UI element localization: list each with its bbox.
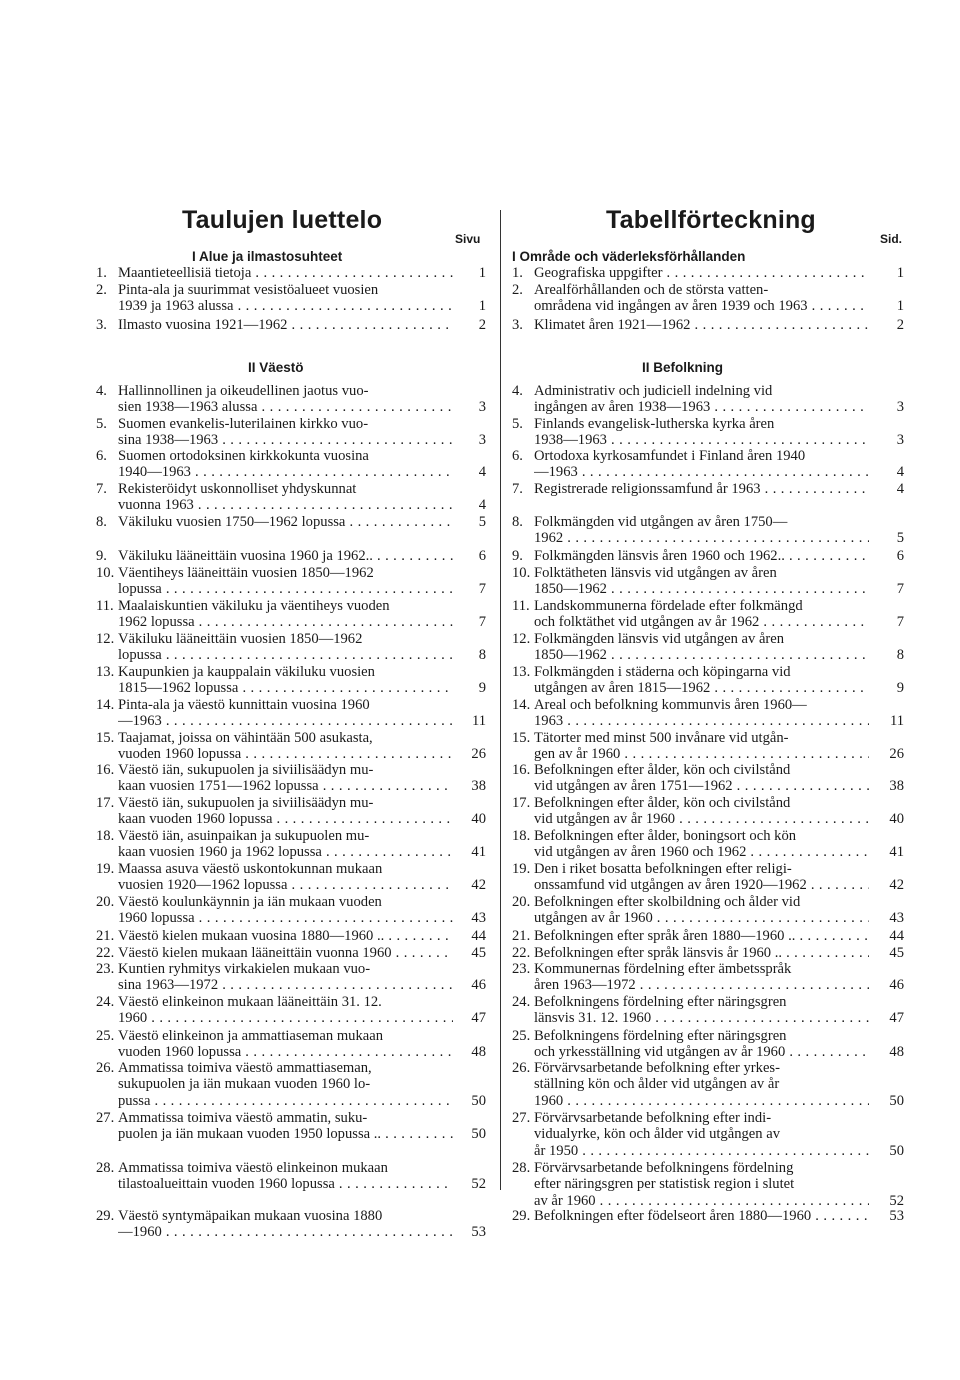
entry-page-number: 45 (471, 945, 486, 961)
entry-title-line: puolen ja iän mukaan vuoden 1950 lopussa .. . . . (118, 1126, 453, 1142)
entry-page-number: 2 (478, 317, 486, 333)
entry-number: 7. (96, 481, 107, 497)
entry-page-number: 1 (478, 265, 486, 281)
entry-page-number: 45 (889, 945, 904, 961)
entry-title-line: —1963 . . . (534, 464, 869, 480)
entry-title-line: vuoden 1960 lopussa . . . (118, 746, 453, 762)
entry-title-line: Väestö elinkeinon ja ammattiaseman mukaan (118, 1028, 384, 1044)
entry-title-line: sien 1938—1963 alussa . . . (118, 399, 453, 415)
entry-number: 29. (512, 1208, 531, 1224)
entry-page-number: 3 (478, 399, 486, 416)
entry-title-line: Väestö iän, asuinpaikan ja sukupuolen mu- (118, 828, 370, 844)
entry-title-line: av år 1960 . . . (534, 1193, 869, 1209)
entry-page-number: 3 (478, 432, 486, 449)
entry-page-number: 53 (471, 1224, 486, 1241)
toc-entry (512, 762, 904, 795)
toc-entry (512, 1028, 904, 1061)
entry-title-line: Befolkningens fördelning efter näringsgren (534, 994, 787, 1010)
toc-entry (512, 828, 904, 861)
entry-title-line: Befolkningen efter språk länsvis år 1960 .. . . . (534, 945, 869, 961)
entry-title-line: Pinta-ala ja väestö kunnittain vuosina 1960 (118, 697, 370, 713)
entry-page-number: 5 (478, 514, 486, 530)
entry-page-number: 8 (478, 647, 486, 664)
entry-number: 25. (512, 1028, 531, 1044)
entry-number: 20. (512, 894, 531, 910)
entry-page-number: 40 (889, 811, 904, 828)
entry-title-line: 1963 . . . (534, 713, 869, 729)
entry-page-number: 41 (471, 844, 486, 861)
entry-number: 21. (512, 928, 531, 944)
entry-title-line: Landskommunerna fördelade efter folkmängd (534, 598, 803, 614)
entry-title-line: Befolkningen efter födelseort åren 1880—1960 . . . (534, 1208, 869, 1224)
entry-title-line: vuosien 1920—1962 lopussa . . . (118, 877, 453, 893)
entry-title-line: 1850—1962 . . . (534, 581, 869, 597)
entry-page-number: 44 (889, 928, 904, 944)
entry-title-line: ingången av åren 1938—1963 . . . (534, 399, 869, 415)
entry-title-line: Ortodoxa kyrkosamfundet i Finland åren 1940 (534, 448, 806, 464)
entry-number: 12. (96, 631, 115, 647)
entry-number: 15. (512, 730, 531, 746)
toc-entry (96, 1208, 486, 1241)
entry-number: 2. (96, 282, 107, 298)
entry-title-line: Geografiska uppgifter . . . (534, 265, 869, 281)
toc-entry (512, 416, 904, 449)
entry-number: 4. (96, 383, 107, 399)
toc-entry (512, 383, 904, 416)
entry-title-line: vuoden 1960 lopussa . . . (118, 1044, 453, 1060)
entry-title-line: Folkmängden i städerna och köpingarna vid (534, 664, 791, 680)
toc-entry (512, 282, 904, 315)
entry-title-line: Maassa asuva väestö uskontokunnan mukaan (118, 861, 383, 877)
entry-title-line: Befolkningen efter ålder, boningsort och kön (534, 828, 797, 844)
entry-number: 11. (96, 598, 114, 614)
toc-title: Taulujen luettelo (182, 206, 383, 234)
entry-page-number: 50 (889, 1142, 904, 1159)
entry-page-number: 3 (896, 432, 904, 449)
entry-number: 19. (96, 861, 115, 877)
entry-title-line: Väkiluku lääneittäin vuosina 1960 ja 1962.. . . . (118, 548, 453, 564)
entry-title-line: Hallinnollinen ja oikeudellinen jaotus vuo- (118, 383, 369, 399)
entry-number: 19. (512, 861, 531, 877)
entry-page-number: 52 (471, 1176, 486, 1193)
toc-entry (96, 795, 486, 828)
entry-title-line: Väestö kielen mukaan lääneittäin vuonna 1960 . . . (118, 945, 453, 961)
toc-entry (96, 928, 486, 944)
entry-title-line: vid utgången av åren 1960 och 1962 . . . (534, 844, 869, 860)
entry-title-line: efter näringsgren per statistisk region i slutet (534, 1176, 795, 1193)
entry-title-line: vid utgången av åren 1751—1962 . . . (534, 778, 869, 794)
entry-page-number: 42 (889, 877, 904, 894)
entry-number: 25. (96, 1028, 115, 1044)
toc-entry (96, 664, 486, 697)
toc-entry (96, 548, 486, 564)
entry-title-line: Ilmasto vuosina 1921—1962 . . . (118, 317, 453, 333)
toc-entry (512, 730, 904, 763)
toc-entry (96, 730, 486, 763)
entry-title-line: Kuntien ryhmitys virkakielen mukaan vuo- (118, 961, 371, 977)
entry-number: 18. (96, 828, 115, 844)
entry-number: 27. (96, 1110, 115, 1126)
page-column-header: Sivu (455, 232, 481, 246)
entry-title-line: Folktätheten länsvis vid utgången av åren (534, 565, 777, 581)
entry-title-line: Maantieteellisiä tietoja . . . (118, 265, 453, 281)
entry-title-line: Väkiluku vuosien 1750—1962 lopussa . . . (118, 514, 453, 530)
entry-number: 6. (512, 448, 523, 464)
toc-entry (96, 631, 486, 664)
entry-number: 18. (512, 828, 531, 844)
entry-title-line: 1815—1962 lopussa . . . (118, 680, 453, 696)
entry-number: 14. (512, 697, 531, 713)
entry-title-line: 1940—1963 . . . (118, 464, 453, 480)
entry-page-number: 42 (471, 877, 486, 894)
entry-page-number: 7 (896, 614, 904, 631)
entry-number: 8. (96, 514, 107, 530)
toc-entry (512, 1110, 904, 1159)
entry-number: 5. (512, 416, 523, 432)
entry-title-line: sina 1963—1972 . . . (118, 977, 453, 993)
entry-title-line: 1962 lopussa . . . (118, 614, 453, 630)
entry-page-number: 7 (896, 581, 904, 598)
toc-entry (512, 565, 904, 598)
entry-number: 11. (512, 598, 530, 614)
entry-title-line: Förvärvsarbetande befolkning efter yrkes- (534, 1060, 780, 1076)
entry-number: 16. (96, 762, 115, 778)
entry-page-number: 47 (471, 1010, 486, 1027)
entry-title-line: —1960 . . . (118, 1224, 453, 1240)
toc-title: Tabellförteckning (606, 206, 816, 234)
entry-page-number: 38 (889, 778, 904, 795)
toc-entry (512, 961, 904, 994)
entry-page-number: 9 (896, 680, 904, 697)
entry-title-line: ställning kön och ålder vid utgången av år (534, 1076, 780, 1093)
entry-number: 3. (96, 317, 107, 333)
toc-entry (96, 565, 486, 598)
entry-number: 13. (512, 664, 531, 680)
entry-title-line: Folkmängden länsvis åren 1960 och 1962.. . . . (534, 548, 869, 564)
toc-entry (96, 945, 486, 961)
entry-title-line: år 1950 . . . (534, 1143, 869, 1159)
entry-number: 8. (512, 514, 523, 530)
toc-entry (512, 265, 904, 281)
entry-page-number: 7 (478, 614, 486, 631)
entry-title-line: Befolkningen efter ålder, kön och civilstånd (534, 762, 791, 778)
toc-entry (96, 598, 486, 631)
toc-entry (512, 994, 904, 1027)
entry-number: 10. (96, 565, 115, 581)
entry-page-number: 2 (896, 317, 904, 333)
entry-title-line: Taajamat, joissa on vähintään 500 asukasta, (118, 730, 373, 746)
entry-number: 28. (512, 1160, 531, 1176)
entry-title-line: Befolkningen efter språk åren 1880—1960 .. . . . (534, 928, 869, 944)
entry-title-line: gen av år 1960 . . . (534, 746, 869, 762)
toc-entry (512, 664, 904, 697)
entry-number: 2. (512, 282, 523, 298)
entry-page-number: 3 (896, 399, 904, 416)
entry-page-number: 4 (478, 497, 486, 514)
entry-number: 23. (512, 961, 531, 977)
entry-title-line: 1938—1963 . . . (534, 432, 869, 448)
entry-page-number: 46 (889, 977, 904, 994)
entry-title-line: Klimatet åren 1921—1962 . . . (534, 317, 869, 333)
entry-title-line: Befolkningen efter ålder, kön och civilstånd (534, 795, 791, 811)
toc-entry (512, 548, 904, 564)
toc-entry (96, 994, 486, 1027)
toc-entry (512, 481, 904, 497)
entry-title-line: sina 1938—1963 . . . (118, 432, 453, 448)
entry-number: 21. (96, 928, 115, 944)
entry-title-line: och yrkesställning vid utgången av år 1960 . . . (534, 1044, 869, 1060)
entry-page-number: 1 (896, 298, 904, 315)
entry-page-number: 8 (896, 647, 904, 664)
entry-number: 17. (96, 795, 115, 811)
entry-title-line: —1963 . . . (118, 713, 453, 729)
entry-title-line: Ammatissa toimiva väestö ammatin, suku- (118, 1110, 368, 1126)
entry-title-line: Ammatissa toimiva väestö elinkeinon mukaan (118, 1160, 388, 1176)
toc-entry (96, 265, 486, 281)
entry-page-number: 6 (478, 548, 486, 564)
entry-number: 23. (96, 961, 115, 977)
entry-title-line: Arealförhållanden och de största vatten- (534, 282, 769, 298)
entry-title-line: utgången av år 1960 . . . (534, 910, 869, 926)
toc-entry (96, 1028, 486, 1061)
entry-number: 6. (96, 448, 107, 464)
entry-page-number: 46 (471, 977, 486, 994)
section-heading: II Väestö (248, 360, 304, 375)
entry-title-line: Befolkningens fördelning efter näringsgren (534, 1028, 787, 1044)
entry-page-number: 50 (889, 1092, 904, 1109)
entry-title-line: Förvärvsarbetande befolkning efter indi- (534, 1110, 772, 1126)
entry-number: 15. (96, 730, 115, 746)
entry-title-line: Rekisteröidyt uskonnolliset yhdyskunnat (118, 481, 357, 497)
toc-entry (96, 1110, 486, 1143)
entry-page-number: 52 (889, 1192, 904, 1209)
entry-page-number: 50 (471, 1092, 486, 1109)
entry-title-line: Folkmängden länsvis vid utgången av åren (534, 631, 785, 647)
entry-number: 27. (512, 1110, 531, 1126)
entry-number: 1. (512, 265, 523, 281)
entry-title-line: Suomen evankelis-luterilainen kirkko vuo- (118, 416, 369, 432)
entry-page-number: 38 (471, 778, 486, 795)
entry-title-line: onssamfund vid utgången av åren 1920—1962 . . . (534, 877, 869, 893)
entry-page-number: 9 (478, 680, 486, 697)
entry-title-line: områdena vid ingången av åren 1939 och 1963 . . . (534, 298, 869, 314)
toc-entry (512, 514, 904, 547)
entry-page-number: 11 (471, 713, 486, 730)
entry-number: 24. (512, 994, 531, 1010)
toc-entry (96, 282, 486, 315)
section-heading: I Område och väderleksförhållanden (512, 249, 746, 264)
entry-page-number: 50 (471, 1126, 486, 1143)
entry-page-number: 11 (889, 713, 904, 730)
entry-title-line: 1962 . . . (534, 530, 869, 546)
entry-number: 16. (512, 762, 531, 778)
entry-title-line: Den i riket bosatta befolkningen efter religi- (534, 861, 792, 877)
entry-page-number: 48 (471, 1044, 486, 1061)
entry-number: 22. (512, 945, 531, 961)
entry-title-line: åren 1963—1972 . . . (534, 977, 869, 993)
entry-title-line: 1960 lopussa . . . (118, 910, 453, 926)
entry-title-line: Ammatissa toimiva väestö ammattiaseman, (118, 1060, 372, 1076)
toc-entry (96, 416, 486, 449)
entry-title-line: lopussa . . . (118, 647, 453, 663)
entry-page-number: 40 (471, 811, 486, 828)
entry-title-line: 1939 ja 1963 alussa . . . (118, 298, 453, 314)
entry-title-line: Väestö syntymäpaikan mukaan vuosina 1880 (118, 1208, 383, 1224)
entry-number: 10. (512, 565, 531, 581)
toc-entry (96, 1160, 486, 1193)
entry-page-number: 6 (896, 548, 904, 564)
entry-number: 26. (512, 1060, 531, 1076)
entry-number: 9. (512, 548, 523, 564)
section-heading: I Alue ja ilmastosuhteet (192, 249, 343, 264)
entry-page-number: 4 (478, 464, 486, 481)
entry-title-line: kaan vuosien 1751—1962 lopussa . . . (118, 778, 453, 794)
toc-entry (512, 448, 904, 481)
entry-title-line: sukupuolen ja iän mukaan vuoden 1960 lo- (118, 1076, 371, 1093)
toc-entry (512, 631, 904, 664)
entry-number: 26. (96, 1060, 115, 1076)
entry-title-line: pussa . . . (118, 1093, 453, 1109)
entry-title-line: 1850—1962 . . . (534, 647, 869, 663)
entry-title-line: Finlands evangelisk-lutherska kyrka åren (534, 416, 775, 432)
entry-title-line: lopussa . . . (118, 581, 453, 597)
entry-title-line: Väestö kielen mukaan vuosina 1880—1960 .. . . . (118, 928, 453, 944)
entry-number: 5. (96, 416, 107, 432)
toc-entry (96, 861, 486, 894)
toc-entry (512, 1160, 904, 1209)
toc-entry (96, 383, 486, 416)
toc-entry (512, 697, 904, 730)
entry-page-number: 43 (471, 910, 486, 927)
toc-entry (96, 762, 486, 795)
entry-title-line: tilastoalueittain vuoden 1960 lopussa . . . (118, 1176, 453, 1192)
entry-title-line: vuonna 1963 . . . (118, 497, 453, 513)
toc-entry (512, 598, 904, 631)
entry-number: 13. (96, 664, 115, 680)
toc-entry (96, 697, 486, 730)
entry-page-number: 4 (896, 464, 904, 481)
entry-number: 3. (512, 317, 523, 333)
entry-page-number: 4 (896, 481, 904, 497)
toc-entry (96, 317, 486, 333)
entry-title-line: Tätorter med minst 500 invånare vid utgån- (534, 730, 789, 746)
toc-entry (512, 317, 904, 333)
toc-entry (512, 1060, 904, 1109)
toc-entry (96, 894, 486, 927)
entry-page-number: 1 (478, 298, 486, 315)
column-divider (500, 210, 501, 1190)
entry-number: 7. (512, 481, 523, 497)
entry-number: 12. (512, 631, 531, 647)
entry-title-line: Areal och befolkning kommunvis åren 1960— (534, 697, 807, 713)
entry-title-line: Folkmängden vid utgången av åren 1750— (534, 514, 788, 530)
entry-page-number: 5 (896, 530, 904, 547)
entry-title-line: Registrerade religionssamfund år 1963 . . . (534, 481, 869, 497)
entry-title-line: Suomen ortodoksinen kirkkokunta vuosina (118, 448, 369, 464)
entry-page-number: 26 (471, 746, 486, 763)
toc-entry (512, 945, 904, 961)
entry-number: 20. (96, 894, 115, 910)
entry-number: 4. (512, 383, 523, 399)
entry-number: 14. (96, 697, 115, 713)
entry-title-line: Administrativ och judiciell indelning vid (534, 383, 773, 399)
toc-entry (96, 514, 486, 530)
toc-entry (96, 1060, 486, 1109)
entry-title-line: 1960 . . . (534, 1093, 869, 1109)
toc-entry (96, 448, 486, 481)
entry-title-line: Väestö iän, sukupuolen ja siviilisäädyn mu- (118, 795, 374, 811)
entry-title-line: Förvärvsarbetande befolkningens fördelning (534, 1160, 794, 1176)
entry-title-line: Kommunernas fördelning efter ämbetsspråk (534, 961, 792, 977)
entry-number: 29. (96, 1208, 115, 1224)
toc-entry (512, 928, 904, 944)
toc-entry (96, 481, 486, 514)
toc-entry (512, 861, 904, 894)
entry-page-number: 7 (478, 581, 486, 598)
entry-page-number: 48 (889, 1044, 904, 1061)
section-heading: II Befolkning (642, 360, 723, 375)
page-column-header: Sid. (880, 232, 903, 246)
entry-title-line: Pinta-ala ja suurimmat vesistöalueet vuosien (118, 282, 379, 298)
entry-title-line: utgången av åren 1815—1962 . . . (534, 680, 869, 696)
entry-title-line: vid utgången av år 1960 . . . (534, 811, 869, 827)
entry-page-number: 26 (889, 746, 904, 763)
toc-entry (512, 894, 904, 927)
entry-title-line: och folktäthet vid utgången av år 1962 . . . (534, 614, 869, 630)
entry-title-line: kaan vuoden 1960 lopussa . . . (118, 811, 453, 827)
entry-page-number: 44 (471, 928, 486, 944)
entry-number: 9. (96, 548, 107, 564)
entry-title-line: 1960 . . . (118, 1010, 453, 1026)
entry-title-line: Väestö koulunkäynnin ja iän mukaan vuoden (118, 894, 382, 910)
entry-title-line: Kaupunkien ja kauppalain väkiluku vuosien (118, 664, 375, 680)
toc-entry (512, 795, 904, 828)
entry-title-line: Maalaiskuntien väkiluku ja väentiheys vuoden (118, 598, 390, 614)
entry-number: 22. (96, 945, 115, 961)
entry-title-line: Väestö iän, sukupuolen ja siviilisäädyn mu- (118, 762, 374, 778)
entry-title-line: Väkiluku lääneittäin vuosien 1850—1962 (118, 631, 363, 647)
entry-page-number: 41 (889, 844, 904, 861)
entry-page-number: 53 (889, 1208, 904, 1224)
toc-entry (512, 1208, 904, 1224)
entry-number: 24. (96, 994, 115, 1010)
entry-number: 1. (96, 265, 107, 281)
toc-entry (96, 828, 486, 861)
entry-page-number: 47 (889, 1010, 904, 1027)
entry-page-number: 43 (889, 910, 904, 927)
entry-number: 17. (512, 795, 531, 811)
entry-title-line: kaan vuosien 1960 ja 1962 lopussa . . . (118, 844, 453, 860)
toc-entry (96, 961, 486, 994)
entry-title-line: Befolkningen efter skolbildning och ålder vid (534, 894, 801, 910)
entry-page-number: 1 (896, 265, 904, 281)
entry-title-line: länsvis 31. 12. 1960 . . . (534, 1010, 869, 1026)
entry-title-line: Väentiheys lääneittäin vuosien 1850—1962 (118, 565, 374, 581)
entry-title-line: Väestö elinkeinon mukaan lääneittäin 31. 12. (118, 994, 382, 1010)
entry-number: 28. (96, 1160, 115, 1176)
entry-title-line: vidualyrke, kön och ålder vid utgången av (534, 1126, 780, 1143)
